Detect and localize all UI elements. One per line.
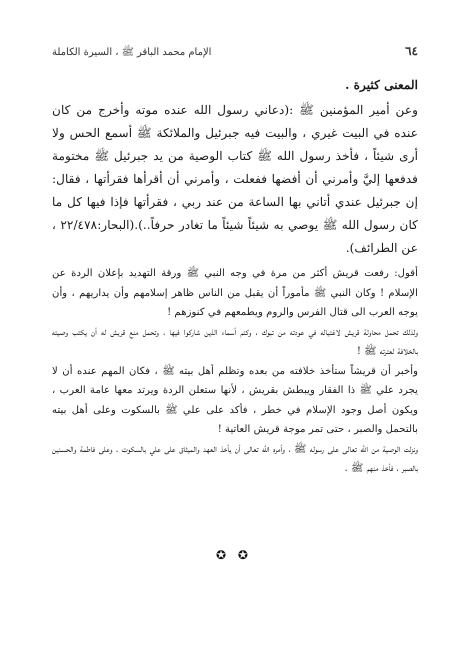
running-header — [52, 44, 418, 60]
note-paragraph: أقول: رفعت قريش أكثر من مرة في وجه النبي ﷺ ورقة التهديد بإعلان الردة عن الإسلام ! وكان النبي ﷺ مأموراً أن يقبل من الناس ظاهر إسلامهم وأن يداريهم ، وأن يوجه العرب الى قتال الفرس والروم ويطمعهم في كنوزهم ! — [52, 268, 418, 318]
main-text — [52, 74, 418, 260]
section-ornament: ✪ ✪ — [216, 548, 252, 562]
page-number: ٦٤ — [405, 44, 418, 58]
note-paragraph: ولذلك تحمل محاولة قريش لاغتياله في عودته من تبوك ، وكتم أسماء الذين شاركوا فيها ، وتحمل منع قريش له أن يكتب وصيته بالخلافة لعترته ﷺ ! — [52, 326, 418, 357]
page-body — [52, 74, 418, 479]
running-title: الإمام محمد الباقر ﷺ ، السيرة الكاملة — [52, 47, 212, 58]
note-paragraph: وأخبر أن قريشاً ستأخذ خلافته من بعده وتظلم أهل بيته ﷺ ، فكان المهم عنده أن لا يجرد علي ﷺ ذا الفقار ويبطش بقريش ، لأنها ستعلن الردة ويرتد معها عامة العرب ، ويكون أصل وجود الإسلام في خطر ، فأكد على علي ﷺ بالسكوت وعلى أهل بيته بالتحمل والصبر ، حتى تمر موجة قريش العاتية ! — [52, 365, 418, 435]
author-notes — [52, 264, 418, 479]
hadith-paragraph: وعن أمير المؤمنين ﷺ :(دعاني رسول الله عنده موته وأخرج من كان عنده في البيت غيري ، والبيت فيه جبرئيل والملائكة ﷺ أسمع الحس ولا أرى شيئاً ، فأخذ رسول الله ﷺ كتاب الوصية من يد جبرئيل ﷺ مختومة فدفعها إليَّ وأمرني أن أفضها ففعلت ، وأمرني أن أقرأها فقرأتها ، فقال: إن جبرئيل عندي أتاني بها الساعة من عند ربي ، فقرأتها فإذا فيها كل ما كان رسول الله ﷺ يوصي به شيئاً شيئاً ما تغادر حرفاً..).(البحار:٢٢/٤٧٨ ، عن الطرائف). — [52, 103, 418, 255]
lead-line: المعنى كثيرة . — [345, 78, 418, 92]
note-paragraph: ونزلت الوصية من الله تعالى على رسوله ﷺ ، وأمره الله تعالى أن يأخذ العهد والميثاق على علي بالسكوت ، وعلى فاطمة والحسنين بالصبر ، فأخذ منهم ﷺ . — [52, 443, 418, 474]
